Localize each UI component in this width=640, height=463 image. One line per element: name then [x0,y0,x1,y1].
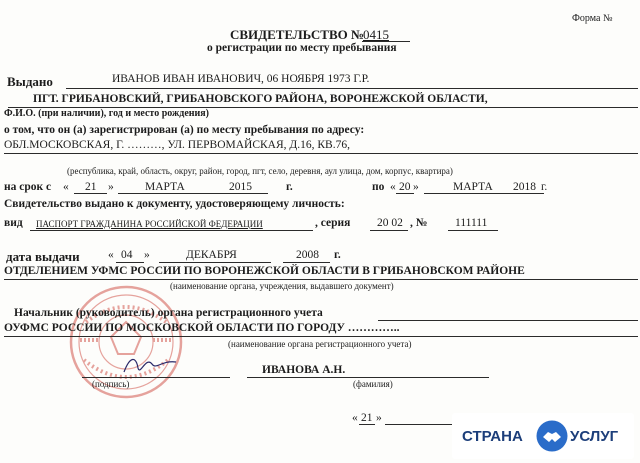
document-statement: Свидетельство выдано к документу, удостоверяющему личность: [4,198,345,210]
surname-hint: (фамилия) [353,379,393,389]
signature-scribble [120,350,180,380]
document-type-label: вид [4,217,23,229]
certificate-subtitle: о регистрации по месту пребывания [207,42,397,54]
period-from-year-suffix: г. [286,181,293,193]
registration-organ-hint: (наименование органа регистрационного учета) [228,339,412,349]
issued-label: Выдано [7,74,53,89]
period-from-year: 2015 [229,181,252,193]
document-number-value: 111111 [455,217,488,229]
period-to-day: 20 [399,181,411,193]
issued-birthplace: ПГТ. ГРИБАНОВСКИЙ, ГРИБАНОВСКОГО РАЙОНА, ВОРОНЕЖСКОЙ ОБЛАСТИ, [33,93,488,105]
watermark-badge [452,413,634,459]
document-number-label: , № [410,217,428,229]
period-to-year-suffix: г. [541,181,548,193]
issued-hint: Ф.И.О. (при наличии), год и место рождения) [4,108,210,119]
period-from-month: МАРТА [145,181,185,193]
watermark-brand-right: УСЛУГ [570,428,619,445]
document-series-label: , серия [315,217,351,229]
form-number-label: Форма № [572,13,613,24]
issued-name-birth: ИВАНОВ ИВАН ИВАНОВИЧ, 06 НОЯБРЯ 1973 Г.Р. [112,73,370,85]
certificate-number: 0415 [363,27,389,42]
document-type-value: ПАСПОРТ ГРАЖДАНИНА РОССИЙСКОЙ ФЕДЕРАЦИИ [36,219,263,229]
period-to-month: МАРТА [453,181,493,193]
issue-date-label: дата выдачи [6,249,80,264]
period-to-label: по [372,181,385,193]
period-to-year: 2018 [513,181,536,193]
certificate-title: СВИДЕТЕЛЬСТВО № [230,27,365,42]
handshake-icon [536,420,568,452]
head-surname: ИВАНОВА А.Н. [262,364,346,376]
registration-address-hint: (республика, край, область, округ, район, город, пгт, село, деревня, аул улица, дом, корпус, квартира) [67,166,453,176]
period-from-label: на срок с [4,181,52,193]
registration-statement: о том, что он (а) зарегистрирован (а) по месту пребывания по адресу: [4,124,365,136]
document-series-value: 20 02 [377,217,403,229]
period-from-day: 21 [85,181,97,193]
issue-date-day: 04 [121,249,133,261]
issue-date-year: 2008 [296,249,319,261]
issuing-authority-hint: (наименование органа, учреждения, выдавшего документ) [170,281,394,291]
certificate-document: Форма № СВИДЕТЕЛЬСТВО № 0415 о регистрации по месту пребывания Выдано ИВАНОВ ИВАН ИВАНОВИЧ, 06 НОЯБРЯ 1973 Г.Р. ПГТ. ГРИБАНОВСКИЙ, ГРИБАНОВСКОГО РАЙОНА, ВОРОНЕЖСКОЙ ОБЛАСТИ, Ф.И.О. (при наличии), год и место рождения) о том, что он (а) зарегистрирован (а) по месту пребывания по адресу: ОБЛ.МОСКОВСКАЯ, Г. ………, УЛ. ПЕРВОМАЙСКАЯ, Д.16, КВ.76, (республика, край, область, округ, район, город, пгт, село, деревня, аул улица, дом, корпус, квартира) на срок с « 21 » МАРТА 2015 г. по « 20 » МАРТА 2018 г. Свидетельство выдано к документу, удостоверяющему личность: вид ПАСПОРТ ГРАЖДАНИНА РОССИЙСКОЙ ФЕДЕРАЦИИ , серия 20 02 , № 111111 дата выдачи « 04 » ДЕКАБРЯ 2008 г. ОТДЕЛЕНИЕМ УФМС РОССИИ ПО ВОРОНЕЖСКОЙ ОБЛАСТИ В ГРИБАНОВСКОМ РАЙОНЕ (наименование органа, учреждения, выдавшего документ) Начальник (руководитель) органа регистрационного учета ОУФМС РОССИИ ПО МОСКОВСКОЙ ОБЛАСТИ ПО ГОРОДУ ………….. (наименование органа регистрационного учета) ИВАНОВА А.Н. (подпись) (фамилия) « 21 » СТРАНА УСЛУГ [0,0,640,463]
issuing-authority: ОТДЕЛЕНИЕМ УФМС РОССИИ ПО ВОРОНЕЖСКОЙ ОБЛАСТИ В ГРИБАНОВСКОМ РАЙОНЕ [4,265,525,277]
head-label: Начальник (руководитель) органа регистрационного учета [14,307,323,319]
issue-date-year-suffix: г. [334,249,341,261]
registration-address: ОБЛ.МОСКОВСКАЯ, Г. ………, УЛ. ПЕРВОМАЙСКАЯ, Д.16, КВ.76, [4,139,350,151]
signature-hint: (подпись) [92,379,130,389]
registration-organ: ОУФМС РОССИИ ПО МОСКОВСКОЙ ОБЛАСТИ ПО ГОРОДУ ………….. [4,322,400,334]
watermark-brand-left: СТРАНА [462,428,523,445]
footer-day: 21 [361,412,373,424]
issue-date-month: ДЕКАБРЯ [186,249,237,261]
